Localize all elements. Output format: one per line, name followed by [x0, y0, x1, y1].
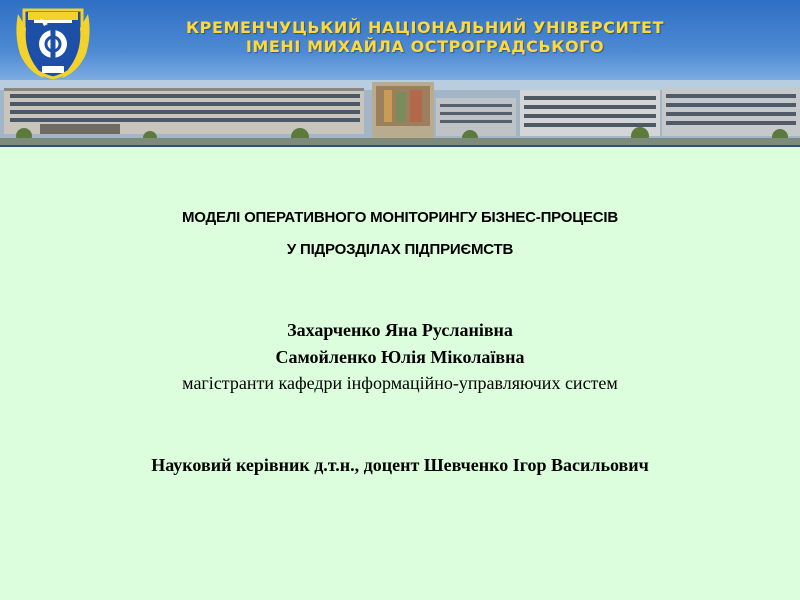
university-name-line2: ІМЕНІ МИХАЙЛА ОСТРОГРАДСЬКОГО: [245, 37, 605, 56]
banner-divider: [0, 145, 800, 147]
header-banner: [0, 0, 800, 147]
university-name-line1: КРЕМЕНЧУЦЬКИЙ НАЦІОНАЛЬНИЙ УНІВЕРСИТЕТ: [185, 18, 665, 37]
author-name-1: Захарченко Яна Русланівна: [287, 320, 513, 340]
supervisor-line: Науковий керівник д.т.н., доцент Шевченко Ігор Васильович: [151, 455, 649, 475]
presentation-title-line1: МОДЕЛІ ОПЕРАТИВНОГО МОНІТОРИНГУ БІЗНЕС-ПРОЦЕСІВ: [181, 209, 619, 226]
university-crest-icon: [14, 4, 92, 80]
presentation-title-line2: У ПІДРОЗДІЛАХ ПІДПРИЄМСТВ: [286, 241, 514, 258]
campus-building-photo: [0, 80, 800, 146]
university-name: [120, 18, 730, 56]
author-name-2: Самойленко Юлія Міколаївна: [275, 347, 525, 367]
authors-role: магістранти кафедри інформаційно-управляючих систем: [182, 373, 618, 393]
